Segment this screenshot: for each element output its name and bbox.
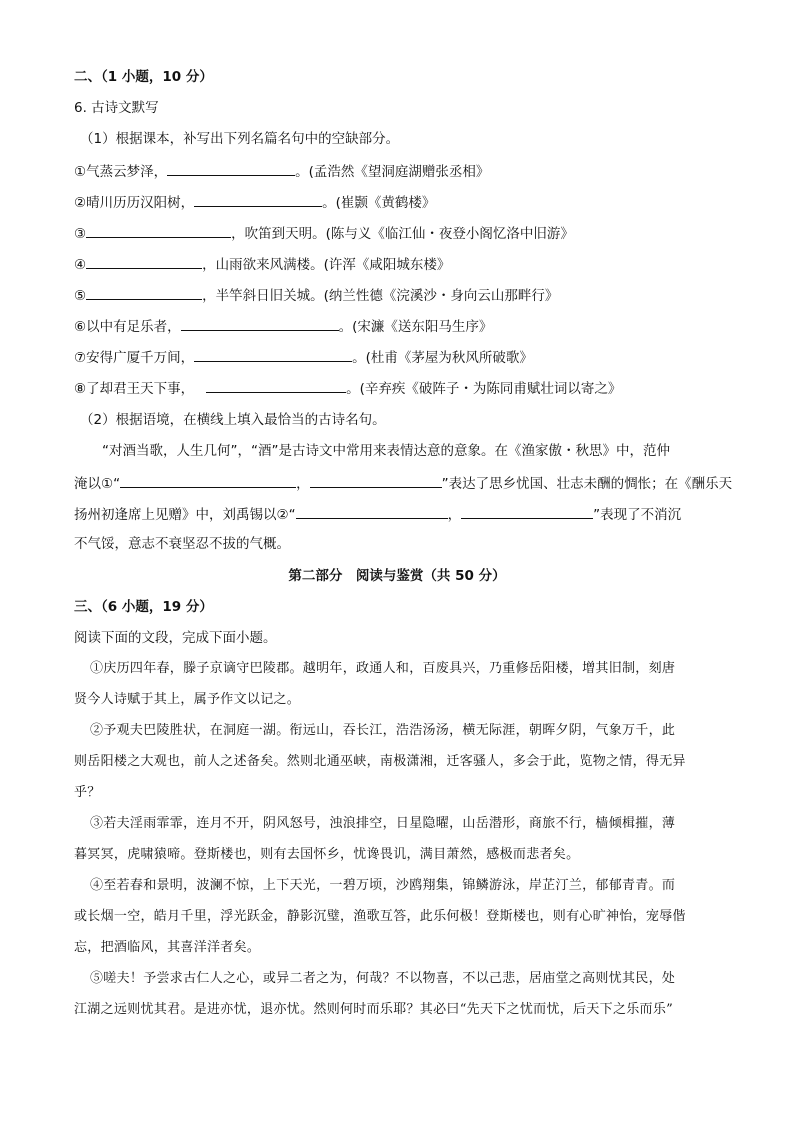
fill-item-3 <box>74 222 574 244</box>
answer-blank-2[interactable] <box>194 191 322 207</box>
context-paragraph-line-2 <box>74 472 732 494</box>
answer-blank-context-1b[interactable] <box>310 472 442 488</box>
passage-p2-line-1: ②予观夫巴陵胜状，在洞庭一湖。衔远山，吞长江，浩浩汤汤，横无际涯，朝晖夕阴，气象万千，此 <box>90 723 676 738</box>
context-separator: ， <box>447 507 462 523</box>
fill-item-6 <box>74 315 492 337</box>
passage-p2-line-3: 乎？ <box>74 785 101 800</box>
context-paragraph-line-3 <box>74 503 681 525</box>
answer-blank-5[interactable] <box>86 284 202 300</box>
fill-item-2-suffix: 。(崔颢《黄鹤楼》 <box>322 195 436 211</box>
part-2-instruction: （2）根据语境，在横线上填入最恰当的古诗名句。 <box>80 412 386 428</box>
section-3-header: 三、（6 小题，19 分） <box>74 599 213 615</box>
context-paragraph-line-4: 不气馁，意志不衰坚忍不拔的气概。 <box>74 536 290 552</box>
passage-p3-line-2: 暮冥冥，虎啸猿啼。登斯楼也，则有去国怀乡，忧谗畏讥，满目萧然，感极而悲者矣。 <box>74 847 580 862</box>
part-1-instruction: （1）根据课本，补写出下列名篇名句中的空缺部分。 <box>80 131 400 147</box>
part-2-title: 第二部分 阅读与鉴赏（共 50 分） <box>288 568 506 584</box>
context-text: 淹以①“ <box>74 476 121 492</box>
section-2-header: 二、（1 小题，10 分） <box>74 69 213 85</box>
passage-p4-line-2: 或长烟一空，皓月千里，浮光跃金，静影沉璧，渔歌互答，此乐何极！登斯楼也，则有心旷神怡，宠辱偕 <box>74 909 686 924</box>
answer-blank-3[interactable] <box>86 222 231 238</box>
context-paragraph-line-1: “对酒当歌，人生几何”，“酒”是古诗文中常用来表情达意的意象。在《渔家傲・秋思》中，范仲 <box>102 443 670 459</box>
fill-item-3-prefix: ③ <box>74 226 87 242</box>
answer-blank-6[interactable] <box>181 315 339 331</box>
fill-item-8 <box>74 377 621 399</box>
fill-item-5-prefix: ⑤ <box>74 288 87 304</box>
fill-item-1-suffix: 。(孟浩然《望洞庭湖赠张丞相》 <box>295 164 490 180</box>
fill-item-2-prefix: ②晴川历历汉阳树， <box>74 195 195 211</box>
fill-item-7 <box>74 346 533 368</box>
answer-blank-1[interactable] <box>167 160 295 176</box>
fill-item-7-prefix: ⑦安得广厦千万间， <box>74 350 195 366</box>
fill-item-4-prefix: ④ <box>74 257 87 273</box>
fill-item-7-suffix: 。(杜甫《茅屋为秋风所破歌》 <box>352 350 533 366</box>
fill-item-1 <box>74 160 489 182</box>
reading-instruction: 阅读下面的文段，完成下面小题。 <box>74 630 277 646</box>
fill-item-5-suffix: ，半竿斜日旧关城。(纳兰性德《浣溪沙・身向云山那畔行》 <box>202 288 559 304</box>
passage-p5-line-2: 江湖之远则忧其君。是进亦忧，退亦忧。然则何时而乐耶？其必曰“先天下之忧而忧，后天下之乐而乐” <box>74 1002 674 1017</box>
answer-blank-8[interactable] <box>206 377 346 393</box>
fill-item-3-suffix: ，吹笛到天明。(陈与义《临江仙・夜登小阁忆洛中旧游》 <box>231 226 574 242</box>
fill-item-6-prefix: ⑥以中有足乐者， <box>74 319 181 335</box>
fill-item-4 <box>74 253 450 275</box>
context-text: 扬州初逢席上见赠》中，刘禹锡以②“ <box>74 507 296 523</box>
question-6-title: 6. 古诗文默写 <box>74 100 159 116</box>
context-text: ”表达了思乡忧国、壮志未酬的惆怅；在《酬乐天 <box>441 476 733 492</box>
passage-p4-line-3: 忘，把酒临风，其喜洋洋者矣。 <box>74 940 261 955</box>
fill-item-8-prefix: ⑧了却君王天下事， <box>74 381 195 397</box>
context-text: ”表现了不消沉 <box>593 507 682 523</box>
fill-item-1-prefix: ①气蒸云梦泽， <box>74 164 168 180</box>
passage-p2-line-2: 则岳阳楼之大观也，前人之述备矣。然则北通巫峡，南极潇湘，迁客骚人，多会于此，览物之情，得无异 <box>74 754 686 769</box>
fill-item-5 <box>74 284 558 306</box>
answer-blank-context-1a[interactable] <box>120 472 296 488</box>
fill-item-4-suffix: ，山雨欲来风满楼。(许浑《咸阳城东楼》 <box>202 257 451 273</box>
passage-p5-line-1: ⑤嗟夫！予尝求古仁人之心，或异二者之为，何哉？不以物喜，不以己悲，居庙堂之高则忧其民，处 <box>90 971 676 986</box>
passage-p1-line-1: ①庆历四年春，滕子京谪守巴陵郡。越明年，政通人和，百废具兴，乃重修岳阳楼，增其旧制，刻唐 <box>90 661 676 676</box>
fill-item-2 <box>74 191 435 213</box>
answer-blank-context-2a[interactable] <box>296 503 448 519</box>
passage-p3-line-1: ③若夫淫雨霏霏，连月不开，阴风怒号，浊浪排空，日星隐曜，山岳潜形，商旅不行，樯倾楫摧，薄 <box>90 816 676 831</box>
answer-blank-context-2b[interactable] <box>461 503 593 519</box>
answer-blank-4[interactable] <box>86 253 202 269</box>
passage-p1-line-2: 贤今人诗赋于其上，属予作文以记之。 <box>74 692 301 707</box>
fill-item-8-suffix: 。(辛弃疾《破阵子・为陈同甫赋壮词以寄之》 <box>346 381 622 397</box>
context-separator: ， <box>296 476 310 492</box>
passage-p4-line-1: ④至若春和景明，波澜不惊，上下天光，一碧万顷，沙鸥翔集，锦鳞游泳，岸芷汀兰，郁郁青青。而 <box>90 878 676 893</box>
answer-blank-7[interactable] <box>194 346 352 362</box>
fill-item-6-suffix: 。(宋濂《送东阳马生序》 <box>338 319 493 335</box>
